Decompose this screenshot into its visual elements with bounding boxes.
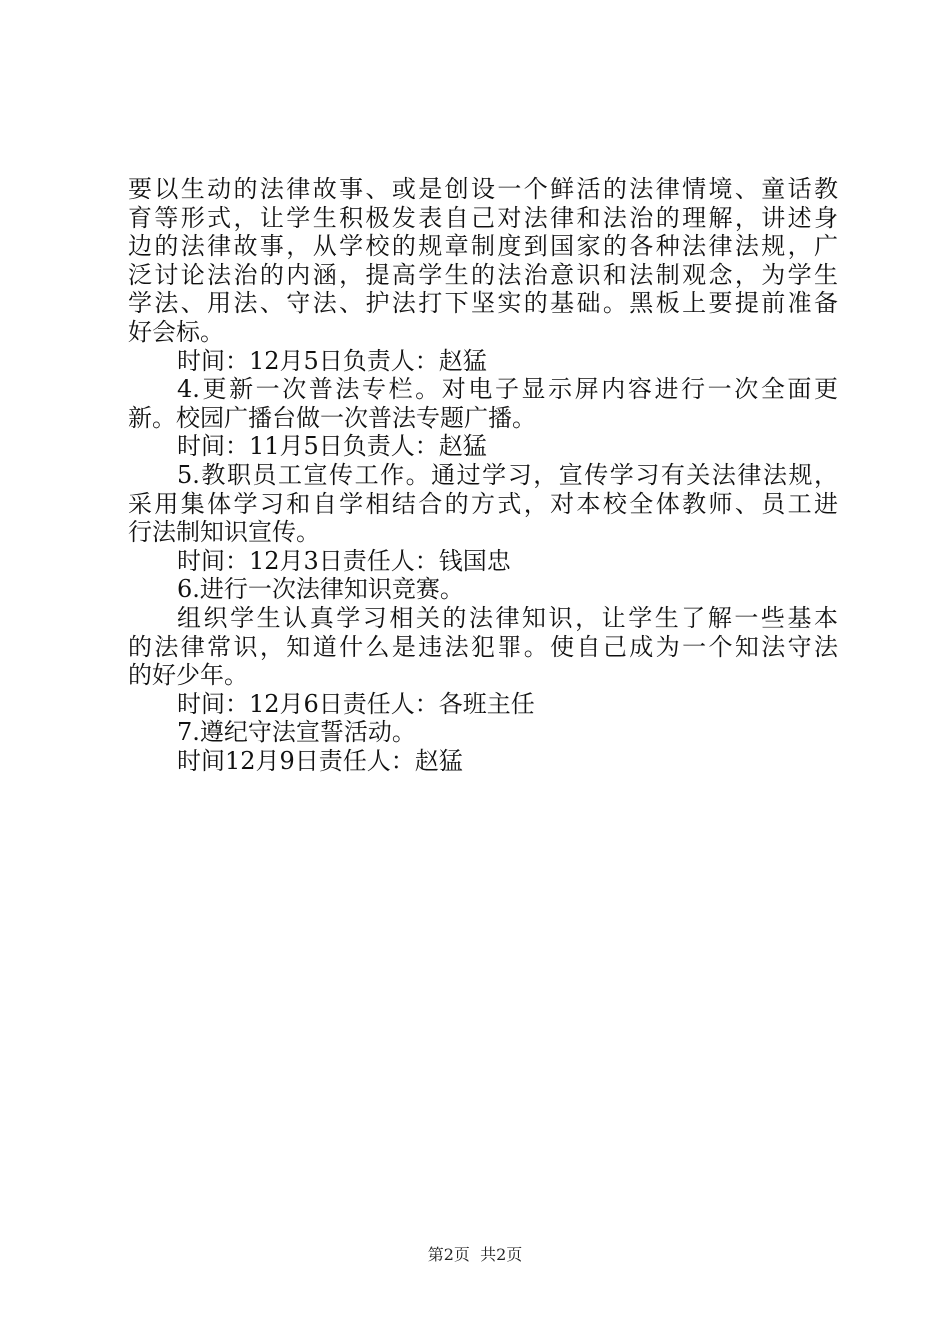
item-heading: 6.进行一次法律知识竞赛。 [177,575,464,604]
body-line: 的法律常识，知道什么是违法犯罪。使自己成为一个知法守法 [128,632,838,661]
body-line: 组织学生认真学习相关的法律知识，让学生了解一些基本 [177,603,838,632]
body-line: 边的法律故事，从学校的规章制度到国家的各种法律法规，广 [128,232,838,261]
schedule-line: 时间：12月3日责任人：钱国忠 [177,546,511,575]
page-footer [0,1245,950,1265]
body-line: 好会标。 [128,317,224,346]
body-line: 的好少年。 [128,661,248,690]
schedule-line: 时间12月9日责任人：赵猛 [177,746,463,775]
body-line: 学法、用法、守法、护法打下坚实的基础。黑板上要提前准备 [128,289,838,318]
body-line: 泛讨论法治的内涵，提高学生的法治意识和法制观念，为学生 [128,260,838,289]
schedule-line: 时间：12月6日责任人：各班主任 [177,689,535,718]
item-heading: 4.更新一次普法专栏。对电子显示屏内容进行一次全面更 [177,375,838,404]
body-line: 采用集体学习和自学相结合的方式，对本校全体教师、员工进 [128,489,838,518]
body-line: 新。校园广播台做一次普法专题广播。 [128,403,536,432]
item-heading: 7.遵纪守法宣誓活动。 [177,718,416,747]
body-line: 行法制知识宣传。 [128,518,320,547]
body-line: 要以生动的法律故事、或是创设一个鲜活的法律情境、童话教 [128,175,838,203]
document-body [128,175,838,775]
schedule-line: 时间：11月5日负责人：赵猛 [177,432,487,461]
item-heading: 5.教职员工宣传工作。通过学习，宣传学习有关法律法规， [177,460,838,489]
schedule-line: 时间：12月5日负责人：赵猛 [177,346,487,375]
page-number: 第2页 共2页 [427,1245,523,1264]
body-line: 育等形式，让学生积极发表自己对法律和法治的理解，讲述身 [128,203,838,232]
